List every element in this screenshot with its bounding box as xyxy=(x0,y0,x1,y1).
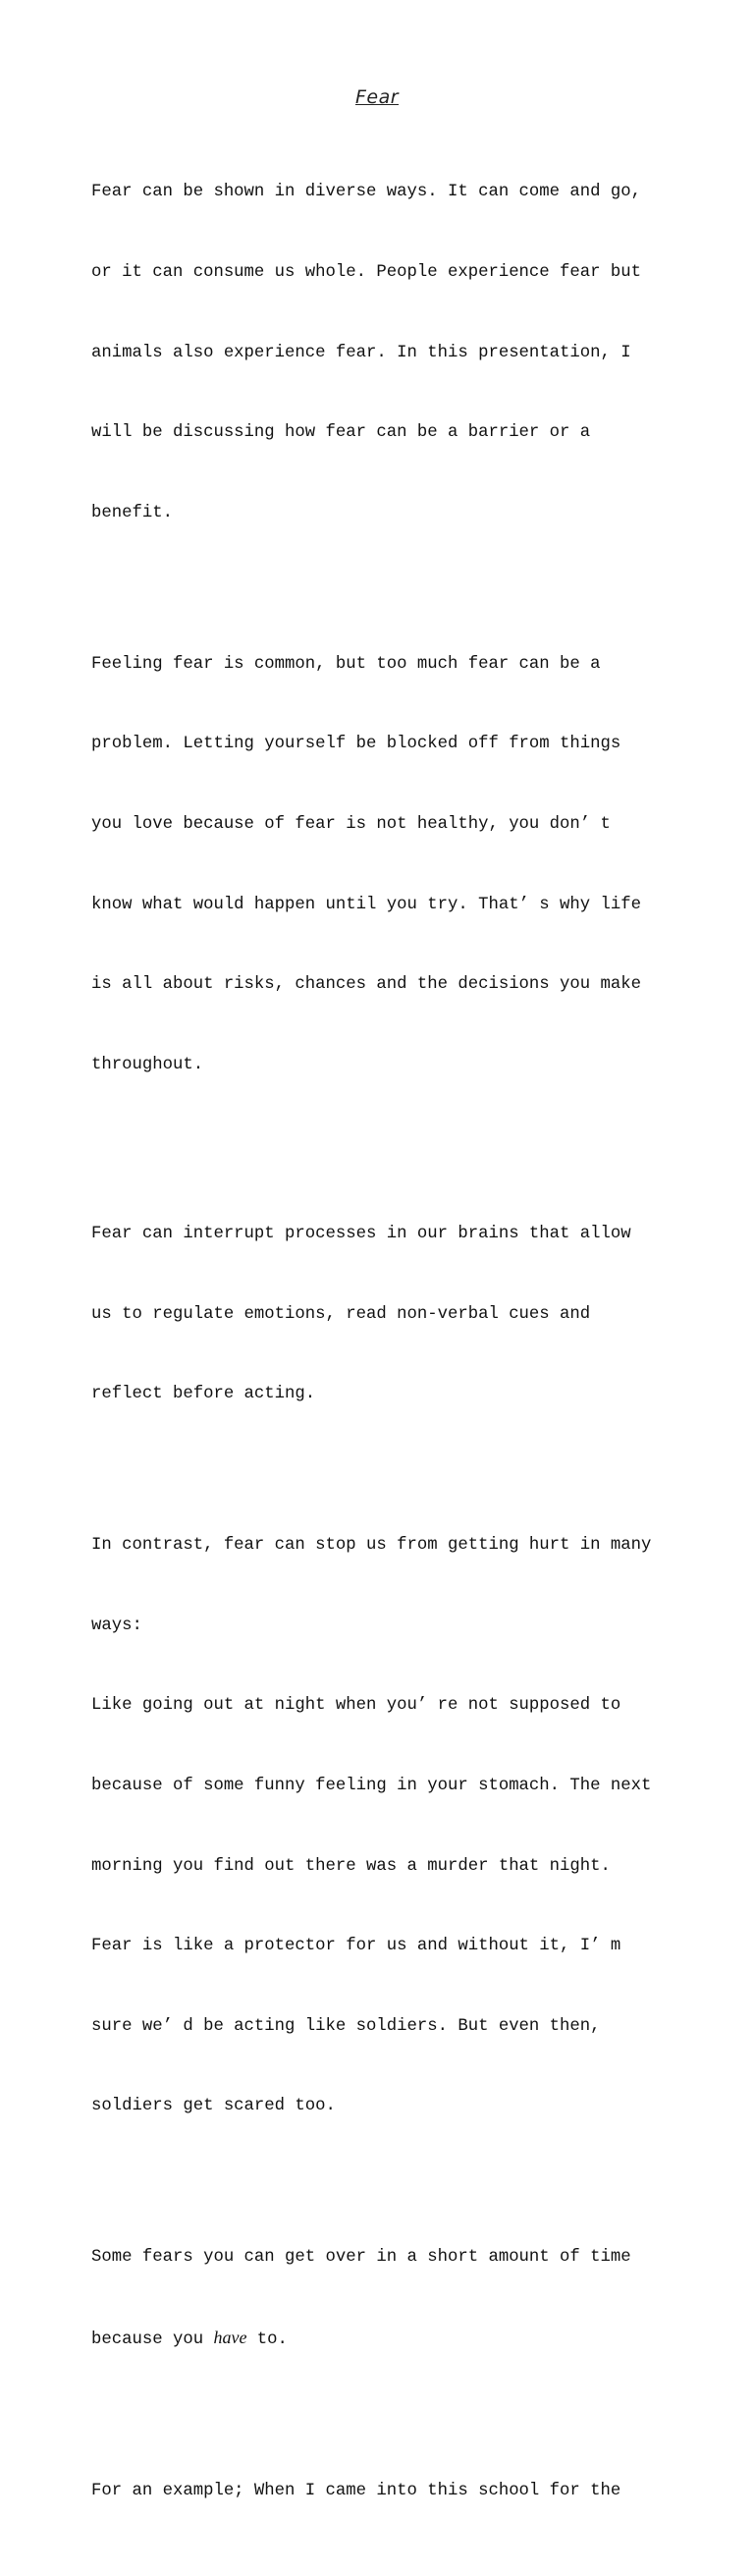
paragraph-feeling-fear xyxy=(91,597,671,1131)
paragraph-brain xyxy=(91,1168,671,1461)
text-line: In contrast, fear can stop us from getting hurt in many xyxy=(91,1536,652,1556)
text-line: Fear can be shown in diverse ways. It can come and go, xyxy=(91,183,642,202)
text-line: reflect before acting. xyxy=(91,1385,316,1404)
text-line: ways: xyxy=(91,1616,142,1635)
text-line: us to regulate emotions, read non-verbal cues and xyxy=(91,1304,591,1324)
paragraph-contrast xyxy=(91,1479,671,2173)
text-line: throughout. xyxy=(91,1055,204,1074)
text-line: Like going out at night when you’ re not supposed to xyxy=(91,1696,621,1716)
text-line: Feeling fear is common, but too much fear can be a xyxy=(91,654,601,674)
text-line: know what would happen until you try. That’ s why life xyxy=(91,895,642,914)
page-title: Fear xyxy=(354,86,400,108)
text-line-with-emphasis xyxy=(91,2325,671,2353)
text-line: you love because of fear is not healthy, you don’ t xyxy=(91,815,611,835)
text-line: because of some funny feeling in your stomach. The next xyxy=(91,1776,652,1795)
text-line: benefit. xyxy=(91,503,173,522)
text-line: or it can consume us whole. People experience fear but xyxy=(91,263,642,283)
text-line: sure we’ d be acting like soldiers. But even then, xyxy=(91,2016,601,2036)
paragraph-get-over xyxy=(91,2191,671,2407)
text-fragment: to. xyxy=(246,2330,288,2350)
text-line: Fear is like a protector for us and without it, I’ m xyxy=(91,1937,621,1956)
document-body xyxy=(91,126,671,2576)
text-line: soldiers get scared too. xyxy=(91,2097,336,2116)
text-fragment: because you xyxy=(91,2330,214,2350)
text-line: will be discussing how fear can be a barrier or a xyxy=(91,423,591,443)
text-line: Fear can interrupt processes in our brains that allow xyxy=(91,1224,631,1243)
text-line: morning you find out there was a murder that night. xyxy=(91,1856,611,1876)
text-line: problem. Letting yourself be blocked off from things xyxy=(91,735,621,754)
paragraph-intro xyxy=(91,126,671,579)
text-line: For an example; When I came into this school for the xyxy=(91,2482,621,2501)
text-line: is all about risks, chances and the decisions you make xyxy=(91,975,642,995)
paragraph-example xyxy=(91,2425,671,2558)
emphasized-word: have xyxy=(213,2328,247,2348)
text-line: animals also experience fear. In this presentation, I xyxy=(91,343,631,362)
text-line: Some fears you can get over in a short amount of time xyxy=(91,2248,631,2268)
